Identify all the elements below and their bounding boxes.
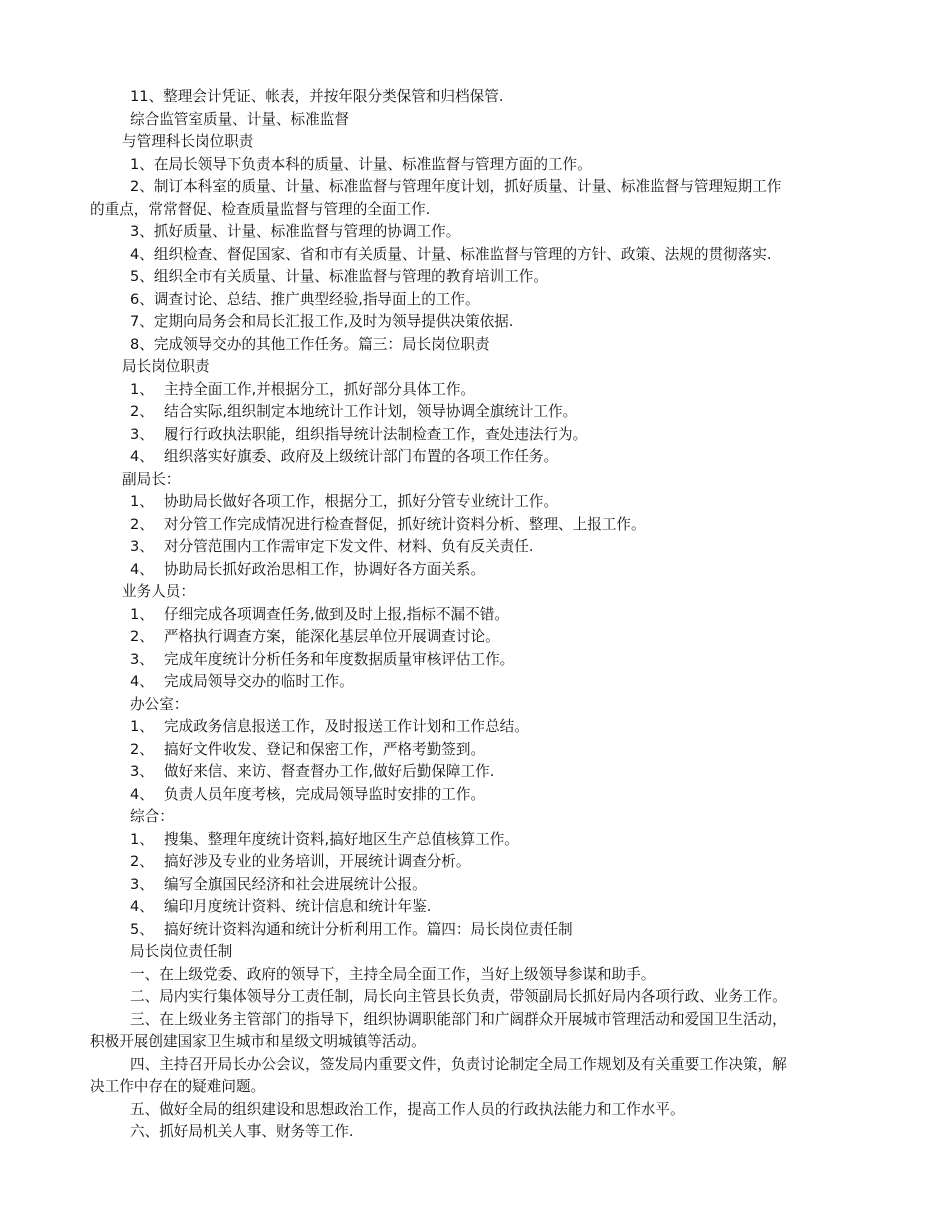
section-heading: 局长岗位职责: [122, 358, 210, 375]
list-item: [0, 829, 950, 852]
item-text: 主持全面工作,并根据分工，抓好部分具体工作。: [164, 380, 476, 398]
item-text: 组织落实好旗委、政府及上级统计部门布置的各项工作任务。: [164, 448, 559, 465]
item-number: 3、: [130, 650, 154, 668]
list-item: [0, 919, 950, 942]
section-heading: 综合：: [130, 808, 174, 825]
item-text: 仔细完成各项调查任务,做到及时上报,指标不漏不错。: [164, 605, 509, 623]
item-number: 4、: [130, 898, 154, 915]
item-number: 1、: [130, 718, 154, 735]
list-item: [0, 379, 950, 402]
item-number: 2、: [130, 403, 154, 420]
list-item: [0, 716, 950, 739]
item-text: 协助局长做好各项工作，根据分工，抓好分管专业统计工作。: [164, 493, 559, 510]
text-line: 决工作中存在的疑难问题。: [90, 1078, 266, 1095]
section-heading: 局长岗位责任制: [130, 943, 233, 960]
item-text: 完成政务信息报送工作，及时报送工作计划和工作总结。: [164, 718, 529, 735]
item-text: 搞好涉及专业的业务培训，开展统计调查分析。: [164, 853, 471, 870]
item-number: 5、: [130, 920, 154, 938]
list-item: [0, 784, 950, 807]
list-item: [0, 626, 950, 649]
list-item: [0, 559, 950, 582]
item-text: 完成年度统计分析任务和年度数据质量审核评估工作。: [164, 650, 515, 668]
text-line: 4、组织检查、督促国家、省和市有关质量、计量、标准监督与管理的方针、政策、法规的贯彻落实.: [130, 245, 772, 263]
text-line: 的重点，常常督促、检查质量监督与管理的全面工作.: [90, 200, 431, 218]
item-number: 4、: [130, 448, 154, 465]
item-number: 2、: [130, 853, 154, 870]
item-number: 2、: [130, 740, 154, 758]
item-text: 搞好文件收发、登记和保密工作，严格考勤签到。: [164, 740, 486, 758]
text-line: 三、在上级业务主管部门的指导下，组织协调职能部门和广阔群众开展城市管理活动和爱国卫生活动，: [130, 1010, 787, 1028]
text-line: 5、组织全市有关质量、计量、标准监督与管理的教育培训工作。: [130, 268, 548, 285]
list-item: [0, 649, 950, 672]
item-text: 搜集、整理年度统计资料,搞好地区生产总值核算工作。: [164, 830, 519, 848]
item-text: 对分管范围内工作需审定下发文件、材料、负有反关责任.: [164, 538, 534, 555]
item-text: 搞好统计资料沟通和统计分析利用工作。篇四：局长岗位责任制: [164, 920, 573, 938]
list-item: [0, 604, 950, 627]
section-heading: 综合监管室质量、计量、标准监督: [130, 110, 349, 128]
list-item: [0, 761, 950, 784]
item-text: 严格执行调查方案，能深化基层单位开展调查讨论。: [164, 628, 500, 645]
item-number: 1、: [130, 380, 154, 398]
text-line: 6、调查讨论、总结、推广典型经验,指导面上的工作。: [130, 290, 480, 308]
section-heading: 办公室：: [130, 695, 189, 713]
list-item: [0, 536, 950, 559]
item-number: 4、: [130, 673, 154, 690]
item-number: 1、: [130, 605, 154, 623]
list-item: [0, 514, 950, 537]
item-text: 履行行政执法职能，组织指导统计法制检查工作，查处违法行为。: [164, 425, 588, 443]
item-number: 4、: [130, 560, 154, 578]
item-number: 3、: [130, 425, 154, 443]
item-text: 编印月度统计资料、统计信息和统计年鉴.: [164, 898, 432, 915]
list-item: [0, 896, 950, 919]
text-line: 8、完成领导交办的其他工作任务。篇三：局长岗位职责: [130, 335, 490, 353]
text-line: 积极开展创建国家卫生城市和星级文明城镇等活动。: [90, 1033, 426, 1050]
text-line: 六、抓好局机关人事、财务等工作.: [130, 1123, 354, 1140]
list-item: [0, 671, 950, 694]
text-line: 二、局内实行集体领导分工责任制，局长向主管县长负责，带领副局长抓好局内各项行政、业务工作。: [130, 988, 787, 1005]
list-item: [0, 424, 950, 447]
text-line: 3、抓好质量、计量、标准监督与管理的协调工作。: [130, 223, 461, 240]
text-line: 四、主持召开局长办公会议，签发局内重要文件，负责讨论制定全局工作规划及有关重要工作决策，解: [130, 1055, 787, 1073]
section-heading: 业务人员：: [122, 583, 195, 600]
item-text: 结合实际,组织制定本地统计工作计划，领导协调全旗统计工作。: [164, 403, 578, 420]
item-text: 做好来信、来访、督查督办工作,做好后勤保障工作.: [164, 763, 495, 780]
section-heading: 与管理科长岗位职责: [122, 133, 254, 150]
item-number: 1、: [130, 493, 154, 510]
list-item: [0, 739, 950, 762]
text-line: 1、在局长领导下负责本科的质量、计量、标准监督与管理方面的工作。: [130, 155, 592, 173]
list-item: [0, 401, 950, 424]
text-line: 7、定期向局务会和局长汇报工作,及时为领导提供决策依据.: [130, 313, 514, 330]
list-item: [0, 491, 950, 514]
item-text: 负责人员年度考核，完成局领导监时安排的工作。: [164, 785, 486, 803]
item-number: 3、: [130, 538, 154, 555]
text-line: 11、整理会计凭证、帐表，并按年限分类保管和归档保管.: [130, 88, 504, 105]
item-number: 2、: [130, 628, 154, 645]
item-number: 4、: [130, 785, 154, 803]
list-item: [0, 446, 950, 469]
section-heading: 副局长：: [122, 470, 181, 488]
text-line: 2、制订本科室的质量、计量、标准监督与管理年度计划，抓好质量、计量、标准监督与管理短期工作: [130, 178, 782, 195]
item-text: 对分管工作完成情况进行检查督促，抓好统计资料分析、整理、上报工作。: [164, 515, 646, 533]
item-number: 1、: [130, 830, 154, 848]
text-line: 五、做好全局的组织建设和思想政治工作，提高工作人员的行政执法能力和工作水平。: [130, 1100, 685, 1118]
list-item: [0, 874, 950, 897]
item-text: 完成局领导交办的临时工作。: [164, 673, 354, 690]
list-item: [0, 851, 950, 874]
item-number: 3、: [130, 763, 154, 780]
item-text: 编写全旗国民经济和社会进展统计公报。: [164, 875, 427, 893]
document-body: [0, 86, 950, 1144]
text-line: 一、在上级党委、政府的领导下，主持全局全面工作，当好上级领导参谋和助手。: [130, 965, 656, 983]
item-number: 2、: [130, 515, 154, 533]
item-number: 3、: [130, 875, 154, 893]
item-text: 协助局长抓好政治思相工作，协调好各方面关系。: [164, 560, 486, 578]
